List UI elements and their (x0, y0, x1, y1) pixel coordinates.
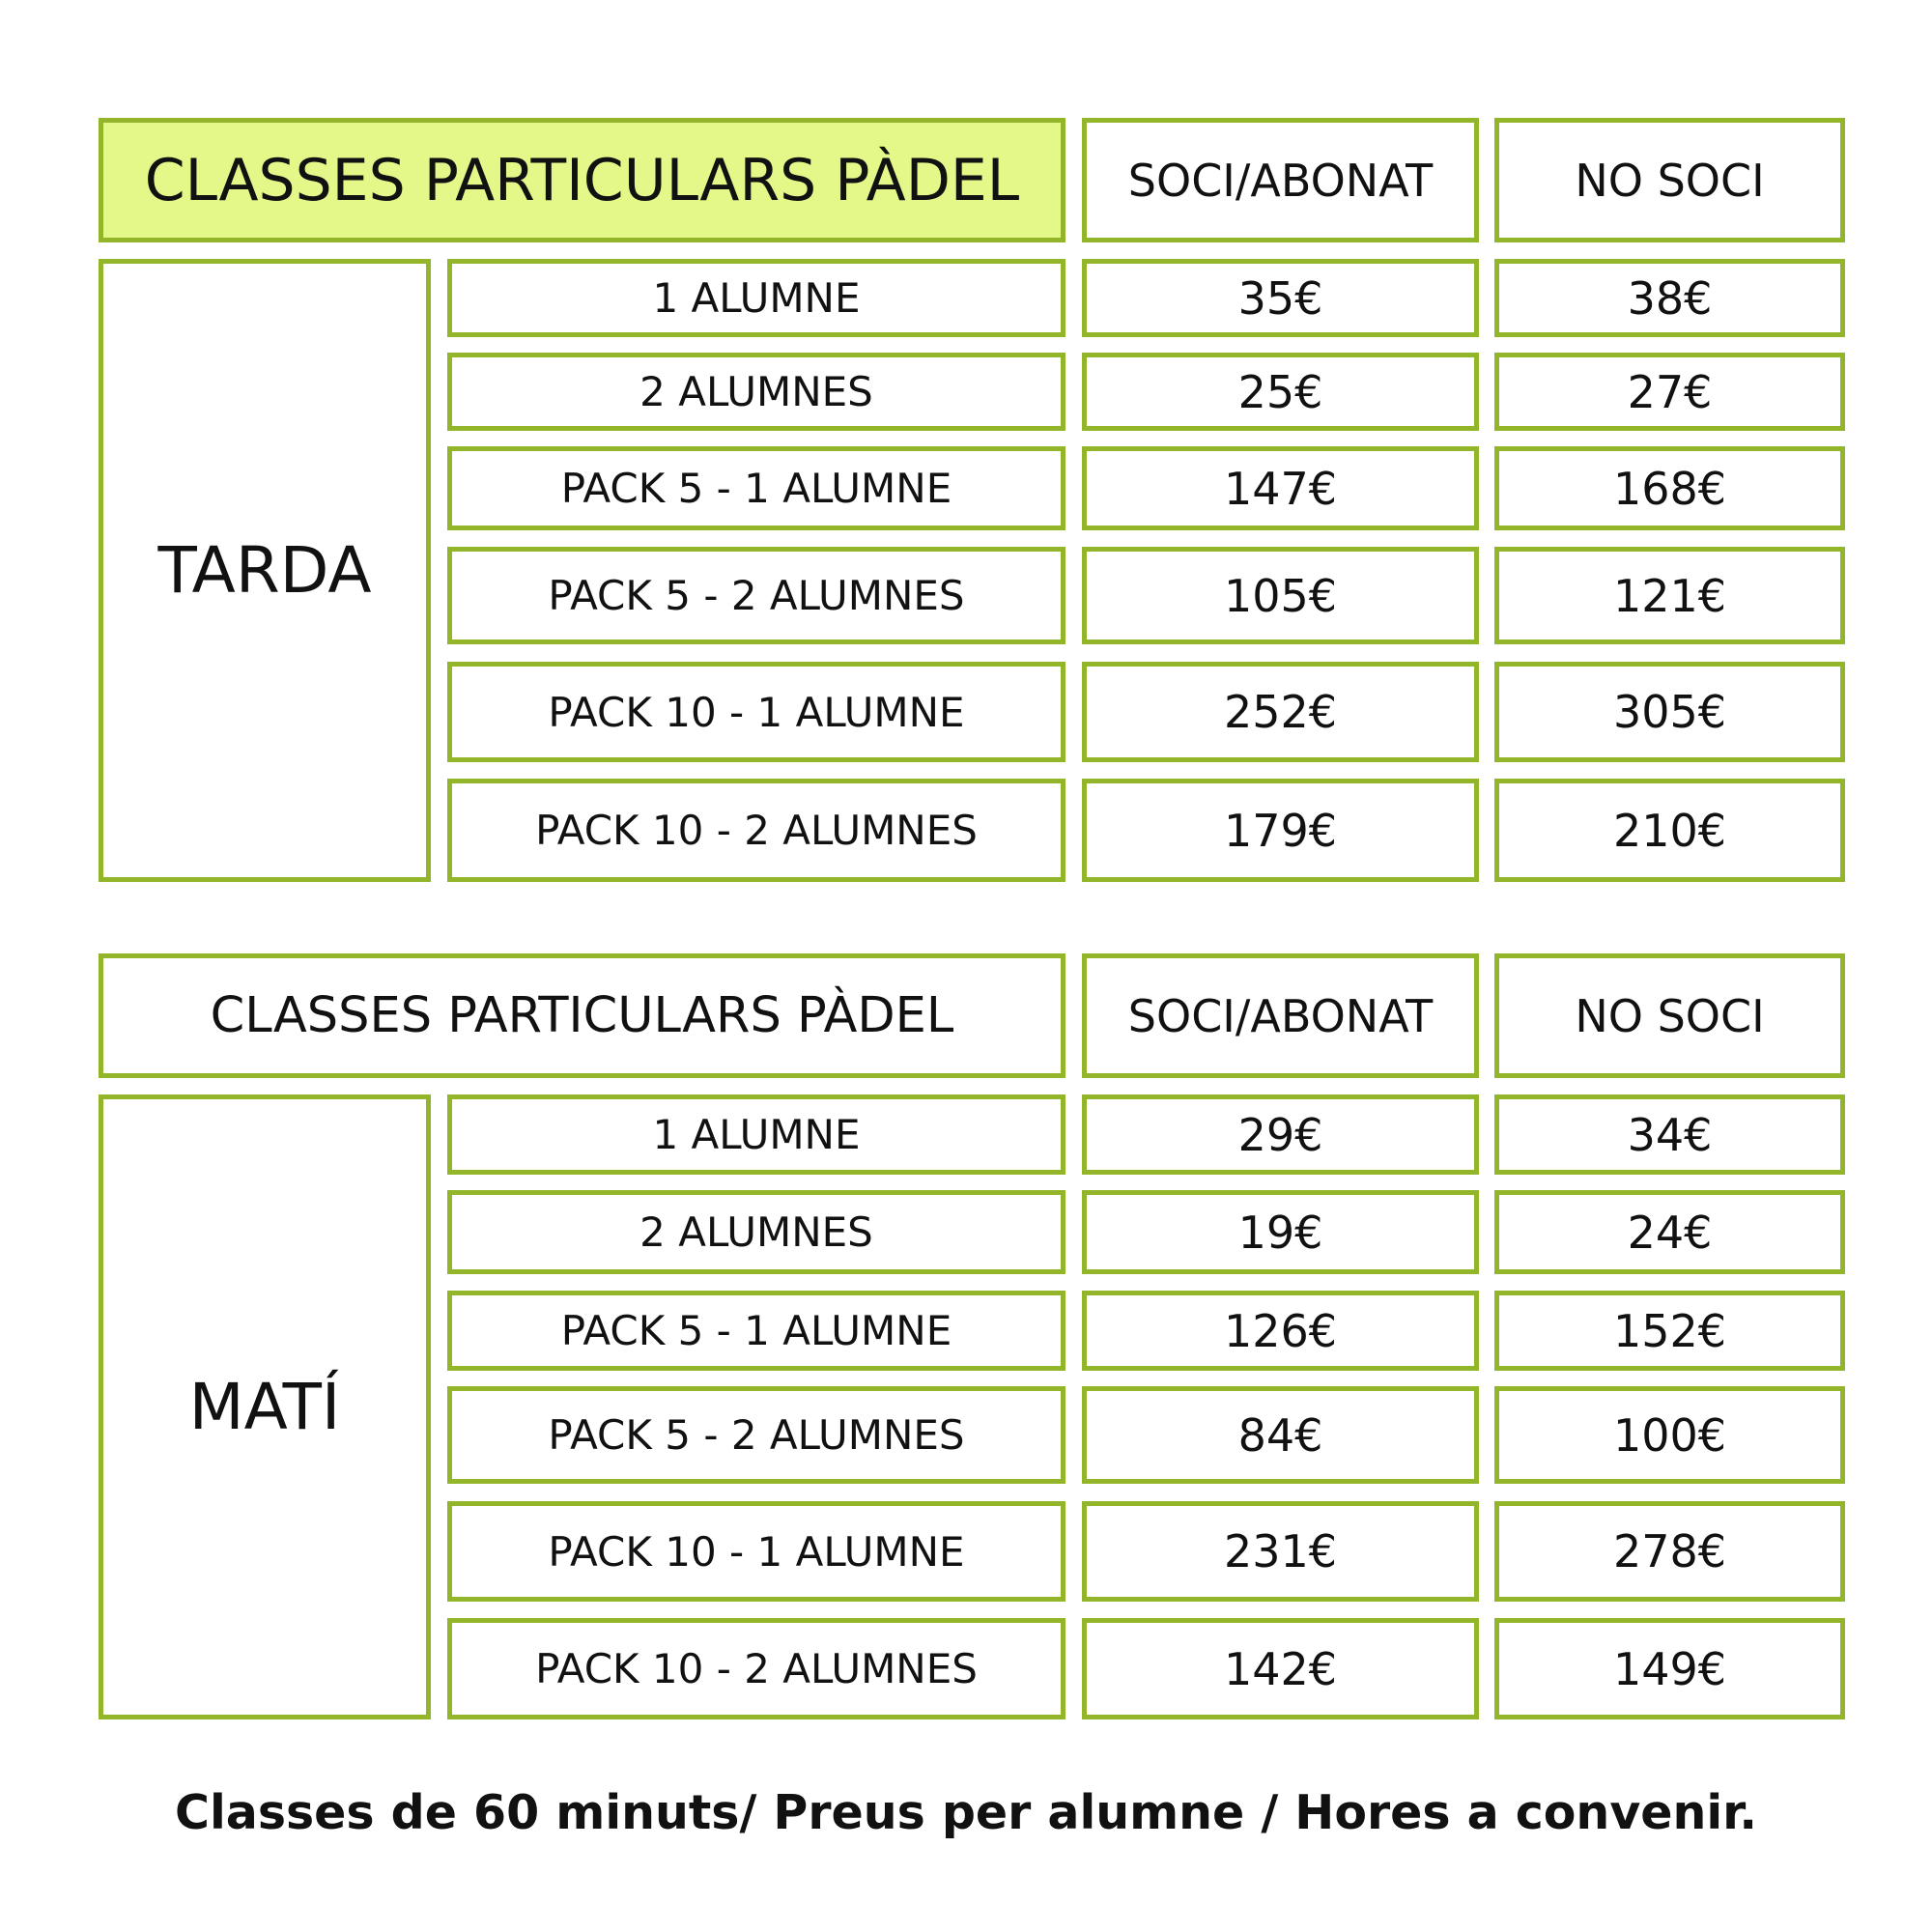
table-title: CLASSES PARTICULARS PÀDEL (99, 118, 1065, 242)
price-soci: 25€ (1082, 353, 1479, 431)
row-label: 1 ALUMNE (447, 259, 1065, 337)
price-soci: 231€ (1082, 1501, 1479, 1602)
price-no-soci: 100€ (1494, 1386, 1845, 1484)
row-label: 2 ALUMNES (447, 1190, 1065, 1274)
price-no-soci: 210€ (1494, 779, 1845, 882)
period-label: MATÍ (99, 1094, 431, 1719)
row-label: PACK 10 - 2 ALUMNES (447, 1618, 1065, 1719)
price-no-soci: 305€ (1494, 662, 1845, 762)
price-soci: 126€ (1082, 1291, 1479, 1371)
price-no-soci: 152€ (1494, 1291, 1845, 1371)
price-soci: 35€ (1082, 259, 1479, 337)
price-no-soci: 27€ (1494, 353, 1845, 431)
footer-note: Classes de 60 minuts/ Preus per alumne / Hores a convenir. (175, 1785, 1757, 1840)
row-label: PACK 10 - 2 ALUMNES (447, 779, 1065, 882)
price-no-soci: 24€ (1494, 1190, 1845, 1274)
price-soci: 19€ (1082, 1190, 1479, 1274)
column-header-soci: SOCI/ABONAT (1082, 118, 1479, 242)
price-no-soci: 38€ (1494, 259, 1845, 337)
price-soci: 142€ (1082, 1618, 1479, 1719)
table-title: CLASSES PARTICULARS PÀDEL (99, 953, 1065, 1078)
row-label: 2 ALUMNES (447, 353, 1065, 431)
price-soci: 179€ (1082, 779, 1479, 882)
row-label: PACK 5 - 2 ALUMNES (447, 1386, 1065, 1484)
price-no-soci: 278€ (1494, 1501, 1845, 1602)
row-label: PACK 10 - 1 ALUMNE (447, 662, 1065, 762)
price-soci: 29€ (1082, 1094, 1479, 1175)
row-label: PACK 10 - 1 ALUMNE (447, 1501, 1065, 1602)
price-soci: 252€ (1082, 662, 1479, 762)
price-no-soci: 121€ (1494, 547, 1845, 644)
column-header-no-soci: NO SOCI (1494, 118, 1845, 242)
price-soci: 147€ (1082, 446, 1479, 530)
price-soci: 84€ (1082, 1386, 1479, 1484)
period-label: TARDA (99, 259, 431, 882)
column-header-no-soci: NO SOCI (1494, 953, 1845, 1078)
price-no-soci: 149€ (1494, 1618, 1845, 1719)
row-label: PACK 5 - 1 ALUMNE (447, 1291, 1065, 1371)
row-label: PACK 5 - 1 ALUMNE (447, 446, 1065, 530)
row-label: 1 ALUMNE (447, 1094, 1065, 1175)
price-no-soci: 34€ (1494, 1094, 1845, 1175)
price-no-soci: 168€ (1494, 446, 1845, 530)
price-soci: 105€ (1082, 547, 1479, 644)
row-label: PACK 5 - 2 ALUMNES (447, 547, 1065, 644)
column-header-soci: SOCI/ABONAT (1082, 953, 1479, 1078)
